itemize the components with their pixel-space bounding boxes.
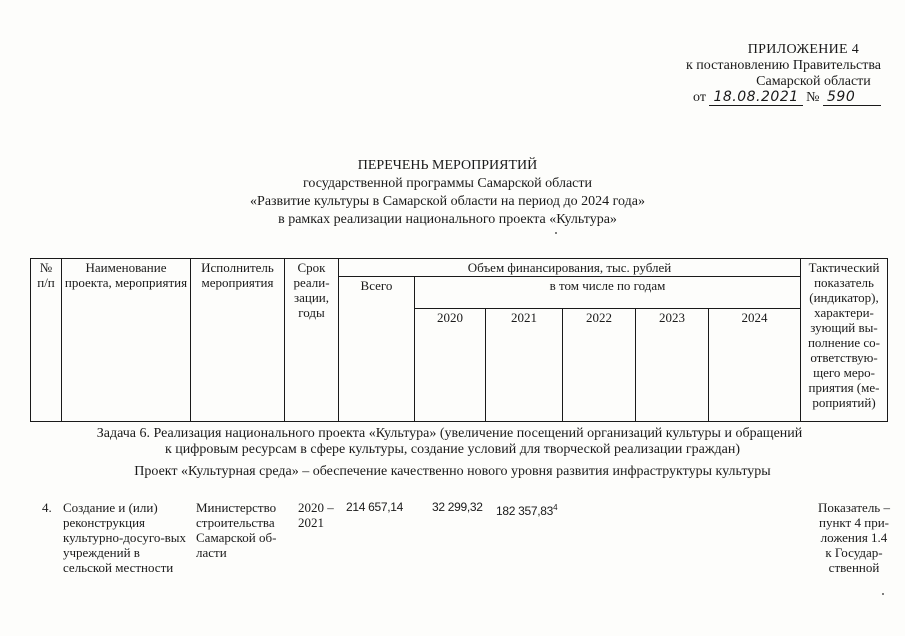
number-label: №	[806, 90, 820, 105]
appendix-line2: Самарской области	[756, 74, 871, 89]
heading-line3: «Развитие культуры в Самарской области на период до 2024 года»	[250, 194, 645, 209]
appendix-block	[686, 42, 881, 106]
heading-line4: в рамках реализации национального проекта «Культура»	[278, 212, 617, 227]
row-indicator: Показатель – пункт 4 при-ложения 1.4 к Государ-ственной	[818, 500, 890, 575]
document-heading	[0, 157, 905, 229]
row-2020: 32 299,32	[432, 500, 483, 514]
measures-table	[30, 258, 888, 422]
appendix-line1: к постановлению Правительства	[685, 58, 881, 73]
row-executor: Министерство строительства Самарской об-ласти	[196, 500, 277, 560]
heading-line2: государственной программы Самарской области	[303, 176, 592, 191]
header-executor: Исполнитель мероприятия	[191, 259, 285, 422]
header-year-2023: 2023	[636, 309, 709, 422]
header-indicator: Тактический показатель (индикатор), характери-зующий вы-полнение со-ответствую-щего меро-приятия (ме-роприятий)	[801, 259, 888, 422]
appendix-title: ПРИЛОЖЕНИЕ 4	[747, 42, 859, 57]
header-year-2021: 2021	[486, 309, 563, 422]
header-funding: Объем финансирования, тыс. рублей	[339, 259, 801, 277]
task-line2: к цифровым ресурсам в сфере культуры, создание условий для творческой реализации граждан)	[164, 442, 741, 457]
header-period: Срок реали-зации, годы	[285, 259, 339, 422]
header-num: № п/п	[31, 259, 62, 422]
header-name: Наименование проекта, мероприятия	[62, 259, 191, 422]
appendix-date-line	[686, 90, 881, 106]
row-period: 2020 – 2021	[298, 500, 334, 530]
row-2021	[496, 500, 557, 519]
header-year-2022: 2022	[563, 309, 636, 422]
row-2021-footnote: 4	[553, 503, 558, 512]
task-line1: Задача 6. Реализация национального проекта «Культура» (увеличение посещений организаций культуры и обращений	[96, 426, 803, 441]
header-year-2020: 2020	[415, 309, 486, 422]
header-year-2024: 2024	[709, 309, 801, 422]
from-label: от	[693, 90, 706, 105]
task-block	[0, 426, 905, 480]
heading-line1: ПЕРЕЧЕНЬ МЕРОПРИЯТИЙ	[357, 158, 538, 173]
resolution-number: 590	[823, 90, 881, 106]
row-total: 214 657,14	[346, 500, 404, 514]
scan-speck	[555, 232, 557, 234]
row-2021-value: 182 357,83	[496, 504, 554, 518]
project-title: Проект «Культурная среда» – обеспечение качественно нового уровня развития инфраструктуры культуры	[134, 464, 771, 479]
header-total: Всего	[339, 277, 415, 422]
scan-speck	[882, 593, 884, 595]
row-measure-name: Создание и (или) реконструкция культурно-досуго-вых учреждений в сельской местности	[63, 500, 187, 575]
header-by-year: в том числе по годам	[415, 277, 801, 309]
row-number: 4.	[42, 500, 52, 515]
resolution-date: 18.08.2021	[709, 90, 802, 106]
